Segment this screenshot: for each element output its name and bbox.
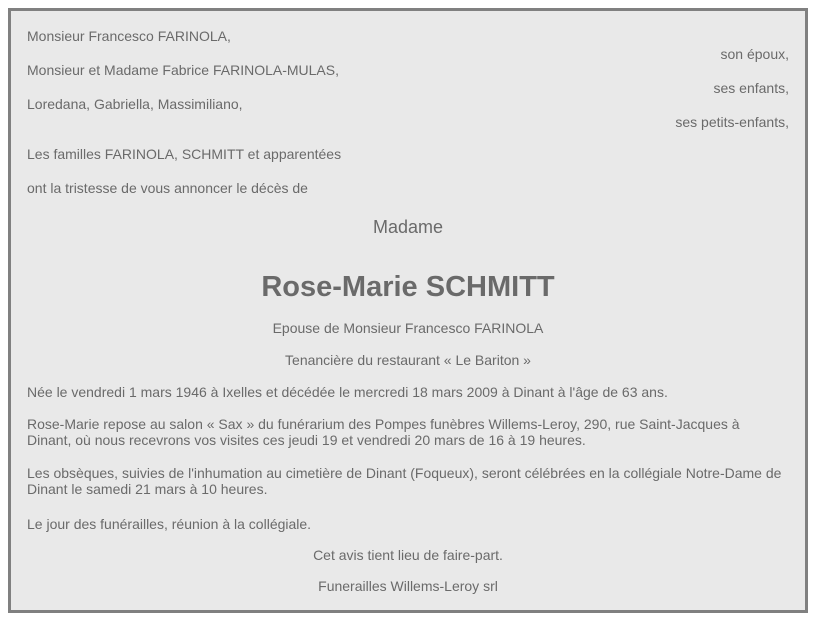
family-line-children-name: Monsieur et Madame Fabrice FARINOLA-MULAS, (27, 62, 339, 78)
spouse-line: Epouse de Monsieur Francesco FARINOLA (272, 320, 544, 336)
announcement-line: ont la tristesse de vous annoncer le décès de (27, 180, 308, 196)
deceased-title: Madame (372, 217, 444, 237)
family-line-grandchildren-name: Loredana, Gabriella, Massimiliano, (27, 96, 243, 112)
deceased-name: Rose-Marie SCHMITT (261, 271, 555, 303)
obituary-notice (8, 8, 808, 613)
family-line-grandchildren-role: ses petits-enfants, (675, 114, 789, 130)
funeral-company: Funerailles Willems-Leroy srl (318, 578, 498, 594)
family-line-spouse-role: son époux, (720, 46, 789, 62)
family-line-children-role: ses enfants, (713, 80, 789, 96)
families-line: Les familles FARINOLA, SCHMITT et apparentées (27, 146, 342, 162)
repose-paragraph: Rose-Marie repose au salon « Sax » du funérarium des Pompes funèbres Willems-Leroy, 290, rue Saint-Jacques à Dinant, où nous recevrons vos visites ces jeudi 19 et vendredi 20 mars de 16 à 19 heures. (27, 416, 740, 448)
birth-death-paragraph: Née le vendredi 1 mars 1946 à Ixelles et décédée le mercredi 18 mars 2009 à Dinant à l'âge de 63 ans. (27, 384, 668, 400)
faire-part-notice: Cet avis tient lieu de faire-part. (313, 547, 503, 563)
funeral-paragraph: Les obsèques, suivies de l'inhumation au cimetière de Dinant (Foqueux), seront célébrées en la collégiale Notre-Dame de Dinant le samedi 21 mars à 10 heures. (27, 465, 782, 497)
occupation-line: Tenancière du restaurant « Le Bariton » (285, 352, 531, 368)
gathering-paragraph: Le jour des funérailles, réunion à la collégiale. (27, 516, 312, 532)
family-line-spouse-name: Monsieur Francesco FARINOLA, (27, 28, 231, 44)
